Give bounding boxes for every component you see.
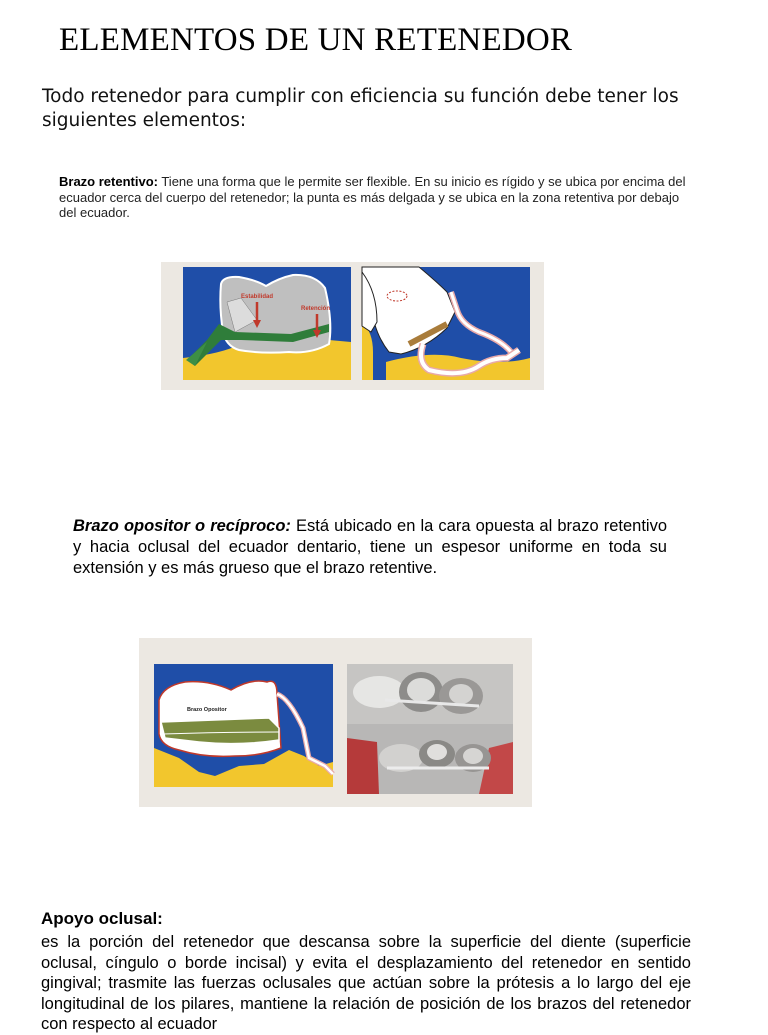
stability-label: Estabilidad: [241, 294, 274, 300]
intro-paragraph: Todo retenedor para cumplir con eficiencia su función debe tener los siguientes elementos:: [42, 86, 679, 131]
opposing-arm-text: Está ubicado en la cara opuesta al brazo retentivo y hacia oclusal del ecuador dentario, tiene un espesor uniforme en toda su extensión y es más grueso que el brazo retentive.: [73, 517, 668, 577]
retentive-arm-text: Tiene una forma que le permite ser flexible. En su inicio es rígido y se ubica por encima del ecuador cerca del cuerpo del retenedor; la punta es más delgada y se ubica en la zona retentiva por debajo del ecuador.: [59, 174, 686, 220]
retentive-arm-paragraph: [59, 174, 699, 221]
occlusal-rest-paragraph: es la porción del retenedor que descansa sobre la superficie del diente (superficie oclusal, cíngulo o borde incisal) y evita el desplazamiento del retenedor en sentido gingival; trasmite las fuerzas oclusales que actúan sobre la prótesis a lo largo del eje longitudinal de los pilares, mantiene la relación de posición de los brazos del retenedor con respecto al ecuador: [41, 933, 691, 1033]
opposing-arm-term: Brazo opositor o recíproco:: [73, 517, 291, 535]
retentive-arm-figure: [161, 262, 544, 390]
page-title: ELEMENTOS DE UN RETENEDOR: [59, 22, 573, 58]
retentive-arm-term: Brazo retentivo:: [59, 174, 158, 189]
opposing-arm-figure: [139, 638, 532, 807]
occlusal-rest-heading: Apoyo oclusal:: [41, 909, 163, 928]
retention-label: Retención: [301, 306, 331, 312]
opposing-arm-label: Brazo Opositor: [187, 707, 227, 713]
opposing-arm-paragraph: [73, 516, 667, 579]
